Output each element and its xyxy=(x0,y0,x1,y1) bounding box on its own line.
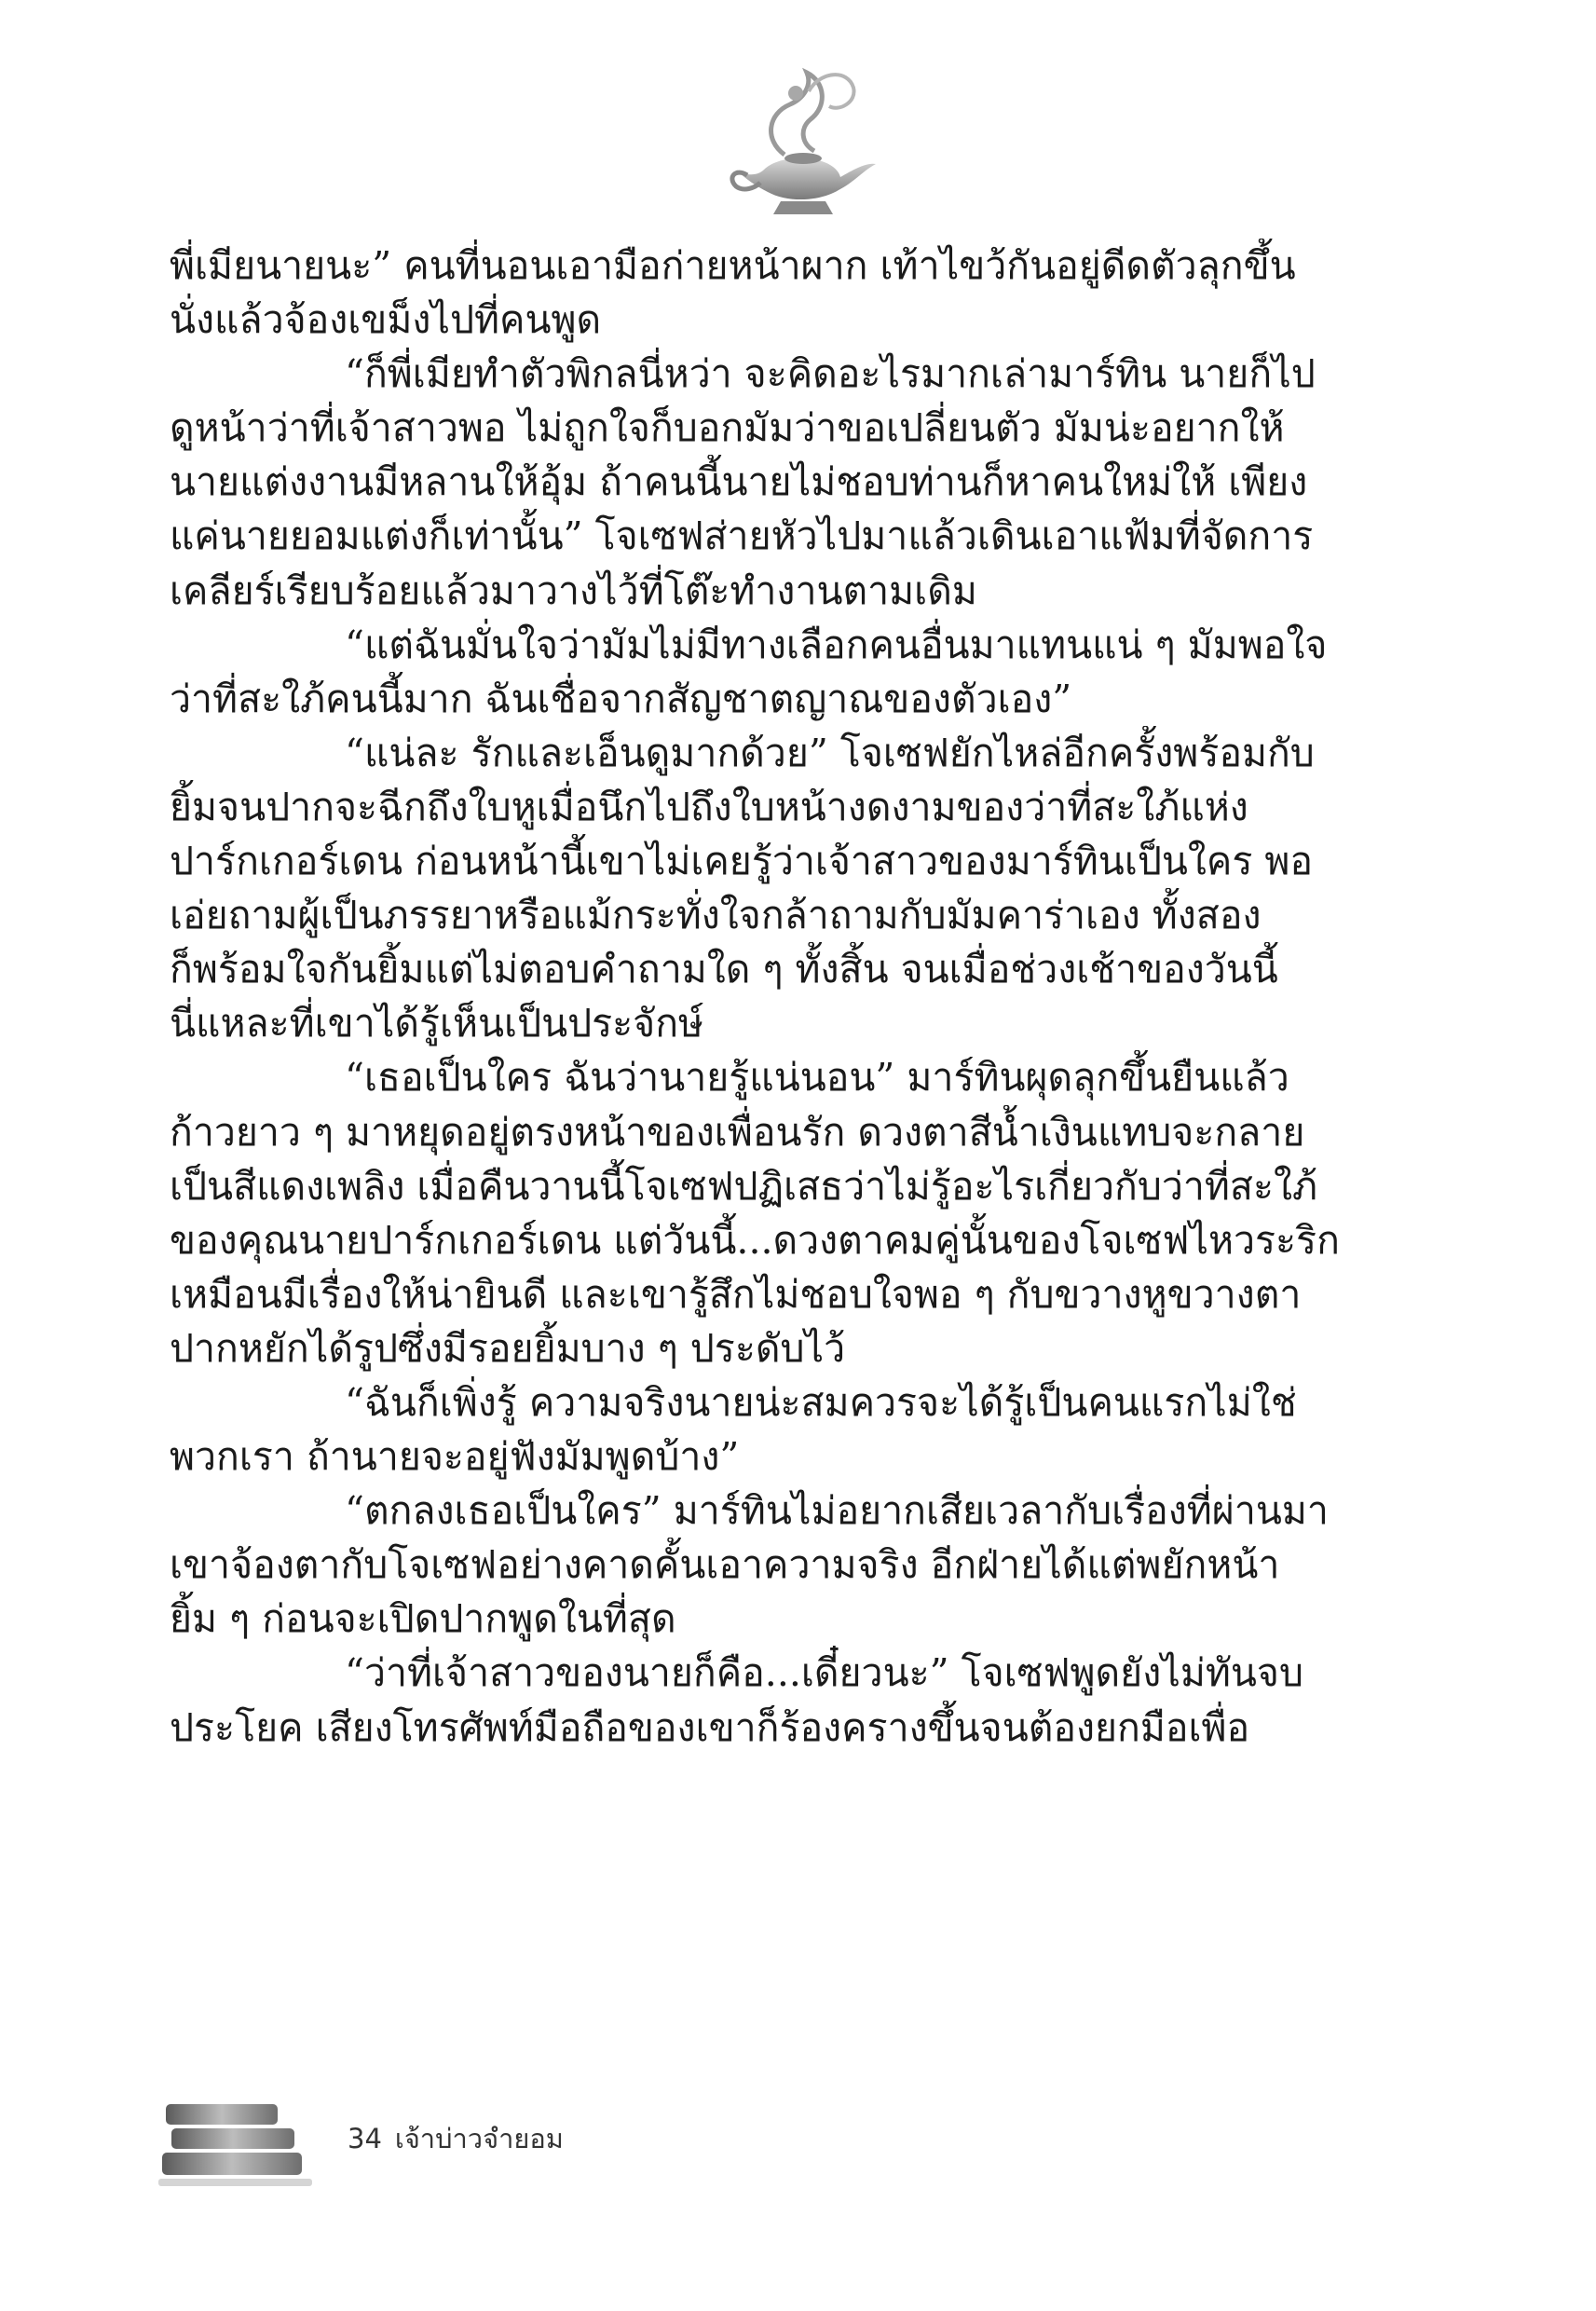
text-line: เหมือนมีเรื่องให้น่ายินดี และเขารู้สึกไม่ชอบใจพอ ๆ กับขวางหูขวางตา xyxy=(170,1271,1302,1317)
text-line: “ฉันก็เพิ่งรู้ ความจริงนายน่ะสมควรจะได้รู้เป็นคนแรกไม่ใช่ xyxy=(345,1379,1297,1425)
text-line: นั่งแล้วจ้องเขม็งไปที่คนพูด xyxy=(170,297,602,343)
text-line: เคลียร์เรียบร้อยแล้วมาวางไว้ที่โต๊ะทำงานตามเดิม xyxy=(170,567,977,613)
text-line: “เธอเป็นใคร ฉันว่านายรู้แน่นอน” มาร์ทินผุดลุกขึ้นยืนแล้ว xyxy=(345,1055,1289,1101)
text-line: เขาจ้องตากับโจเซฟอย่างคาดคั้นเอาความจริง อีกฝ่ายได้แต่พยักหน้า xyxy=(170,1542,1280,1588)
text-line: “แต่ฉันมั่นใจว่ามัมไม่มีทางเลือกคนอื่นมาแทนแน่ ๆ มัมพอใจ xyxy=(345,622,1328,667)
text-line: ปาร์กเกอร์เดน ก่อนหน้านี้เขาไม่เคยรู้ว่าเจ้าสาวของมาร์ทินเป็นใคร พอ xyxy=(170,839,1314,884)
text-line: ก็พร้อมใจกันยิ้มแต่ไม่ตอบคำถามใด ๆ ทั้งสิ้น จนเมื่อช่วงเช้าของวันนี้ xyxy=(170,947,1278,992)
text-line: “ตกลงเธอเป็นใคร” มาร์ทินไม่อยากเสียเวลากับเรื่องที่ผ่านมา xyxy=(345,1488,1329,1534)
running-title: เจ้าบ่าวจำยอม xyxy=(394,2123,564,2154)
text-line: นายแต่งงานมีหลานให้อุ้ม ถ้าคนนี้นายไม่ชอบท่านก็หาคนใหม่ให้ เพียง xyxy=(170,459,1308,505)
text-line: “แน่ละ รักและเอ็นดูมากด้วย” โจเซฟยักไหล่อีกครั้งพร้อมกับ xyxy=(345,730,1315,775)
page-footer xyxy=(158,2095,811,2197)
text-line: ดูหน้าว่าที่เจ้าสาวพอ ไม่ถูกใจก็บอกมัมว่าขอเปลี่ยนตัว มัมน่ะอยากให้ xyxy=(170,405,1285,451)
text-line: ว่าที่สะใภ้คนนี้มาก ฉันเชื่อจากสัญชาตญาณของตัวเอง” xyxy=(170,676,1072,721)
stacked-books-icon xyxy=(158,2095,317,2197)
text-line: ประโยค เสียงโทรศัพท์มือถือของเขาก็ร้องครางขึ้นจนต้องยกมือเพื่อ xyxy=(170,1704,1250,1750)
text-line: นี่แหละที่เขาได้รู้เห็นเป็นประจักษ์ xyxy=(170,1001,704,1046)
text-line: ก้าวยาว ๆ มาหยุดอยู่ตรงหน้าของเพื่อนรัก ดวงตาสีน้ำเงินแทบจะกลาย xyxy=(170,1109,1305,1155)
text-line: พี่เมียนายนะ” คนที่นอนเอามือก่ายหน้าผาก เท้าไขว้กันอยู่ดีดตัวลุกขึ้น xyxy=(170,243,1296,288)
text-line: พวกเรา ถ้านายจะอยู่ฟังมัมพูดบ้าง” xyxy=(170,1434,740,1480)
genie-lamp-icon xyxy=(699,65,885,224)
text-line: “ก็พี่เมียทำตัวพิกลนี่หว่า จะคิดอะไรมากเล่ามาร์ทิน นายก็ไป xyxy=(345,351,1316,397)
text-line: เป็นสีแดงเพลิง เมื่อคืนวานนี้โจเซฟปฏิเสธว่าไม่รู้อะไรเกี่ยวกับว่าที่สะใภ้ xyxy=(170,1163,1318,1209)
text-line: เอ่ยถามผู้เป็นภรรยาหรือแม้กระทั่งใจกล้าถามกับมัมคาร่าเอง ทั้งสอง xyxy=(170,893,1262,938)
text-line: ปากหยักได้รูปซึ่งมีรอยยิ้มบาง ๆ ประดับไว้ xyxy=(170,1325,846,1371)
text-line: “ว่าที่เจ้าสาวของนายก็คือ...เดี๋ยวนะ” โจเซฟพูดยังไม่ทันจบ xyxy=(345,1650,1303,1696)
page-number: 34 xyxy=(348,2123,382,2154)
text-line: ยิ้มจนปากจะฉีกถึงใบหูเมื่อนึกไปถึงใบหน้างดงามของว่าที่สะใภ้แห่ง xyxy=(170,784,1248,829)
text-line: ยิ้ม ๆ ก่อนจะเปิดปากพูดในที่สุด xyxy=(170,1596,676,1642)
text-line: แค่นายยอมแต่งก็เท่านั้น” โจเซฟส่ายหัวไปมาแล้วเดินเอาแฟ้มที่จัดการ xyxy=(170,513,1314,559)
text-line: ของคุณนายปาร์กเกอร์เดน แต่วันนี้...ดวงตาคมคู่นั้นของโจเซฟไหวระริก xyxy=(170,1217,1340,1263)
body-text xyxy=(170,239,1427,1755)
